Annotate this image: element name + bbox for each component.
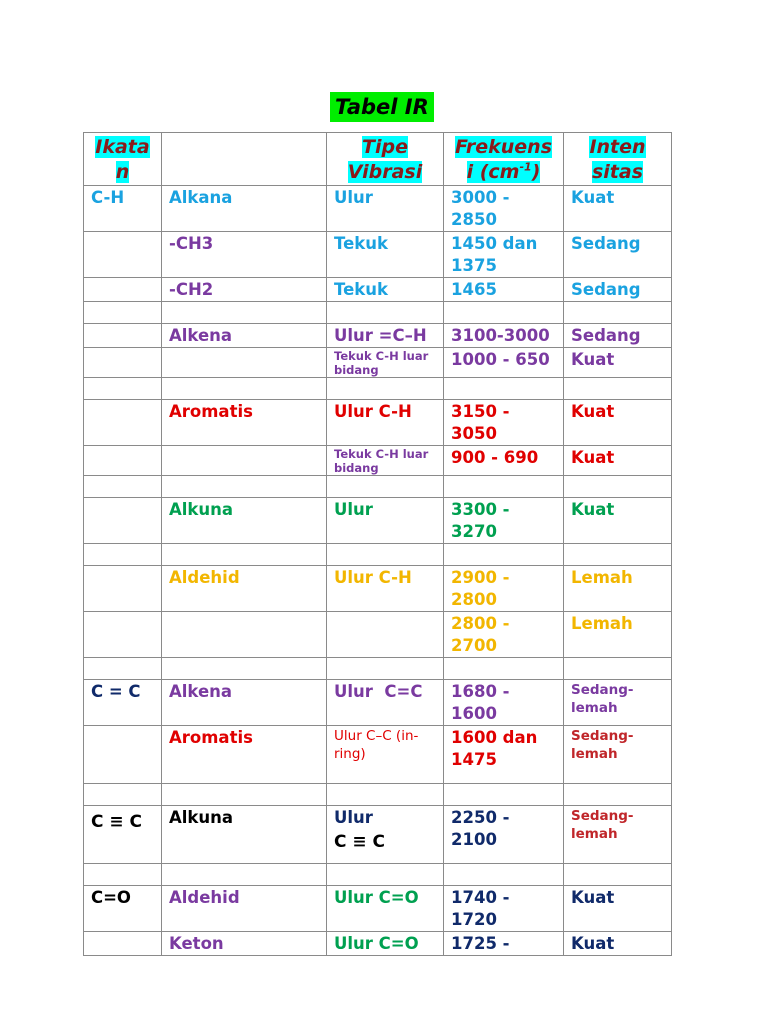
cell-ikatan — [84, 400, 162, 446]
cell-ikatan — [84, 232, 162, 278]
table-row — [84, 186, 672, 232]
cell-gugus: Aldehid — [162, 886, 327, 932]
table-row-empty — [84, 864, 672, 886]
cell-intensitas: Kuat — [564, 446, 672, 476]
cell-gugus: Aldehid — [162, 566, 327, 612]
cell-frekuensi: 3300 - 3270 — [444, 498, 564, 544]
cell-intensitas: Lemah — [564, 566, 672, 612]
cell-frekuensi: 900 - 690 — [444, 446, 564, 476]
cell-gugus: Keton — [162, 932, 327, 956]
cell-gugus: -CH3 — [162, 232, 327, 278]
cell-ikatan — [84, 324, 162, 348]
cell-tipe: Tekuk — [327, 232, 444, 278]
header-intensitas: Inten sitas — [564, 133, 672, 186]
cell-gugus — [162, 446, 327, 476]
cell-intensitas: Kuat — [564, 498, 672, 544]
cell-frekuensi: 1680 - 1600 — [444, 680, 564, 726]
cell-tipe: Ulur — [327, 498, 444, 544]
table-row-empty — [84, 476, 672, 498]
cell-intensitas: Sedang-lemah — [564, 726, 672, 784]
table-row-empty — [84, 378, 672, 400]
cell-gugus: Alkuna — [162, 806, 327, 864]
header-frekuensi: Frekuens i $(cm^{-1})$ — [444, 133, 564, 186]
cell-ikatan — [84, 726, 162, 784]
cell-frekuensi: 1600 dan 1475 — [444, 726, 564, 784]
cell-intensitas: Sedang — [564, 278, 672, 302]
triple-bond-label: C ≡ C — [91, 812, 143, 832]
cell-tipe: Tekuk C-H luar bidang — [327, 348, 444, 378]
cell-gugus: Alkana — [162, 186, 327, 232]
cell-gugus: Alkena — [162, 680, 327, 726]
cell-tipe: Ulur C=C — [327, 680, 444, 726]
cell-ikatan — [84, 612, 162, 658]
cell-gugus — [162, 612, 327, 658]
table-row — [84, 726, 672, 784]
cell-tipe: Ulur C ≡ C — [327, 806, 444, 864]
cell-tipe: Ulur C-H — [327, 566, 444, 612]
cell-tipe: Ulur C–C (in-ring) — [327, 726, 444, 784]
cell-ikatan: C = C — [84, 680, 162, 726]
header-ikatan: Ikata n — [84, 133, 162, 186]
cell-frekuensi: 2900 - 2800 — [444, 566, 564, 612]
table-row — [84, 324, 672, 348]
table-row — [84, 400, 672, 446]
ir-table — [83, 132, 672, 956]
cell-gugus: Alkuna — [162, 498, 327, 544]
cell-frekuensi: 3000 - 2850 — [444, 186, 564, 232]
cell-intensitas: Sedang — [564, 232, 672, 278]
table-row — [84, 806, 672, 864]
cell-gugus — [162, 348, 327, 378]
cell-frekuensi: 1740 - 1720 — [444, 886, 564, 932]
cell-intensitas: Kuat — [564, 886, 672, 932]
page-title: Tabel IR — [330, 92, 434, 122]
cell-ikatan — [84, 566, 162, 612]
cell-ikatan — [84, 806, 162, 864]
cell-ikatan — [84, 348, 162, 378]
cell-gugus: Aromatis — [162, 400, 327, 446]
table-row — [84, 232, 672, 278]
cell-tipe: Ulur C=O — [327, 886, 444, 932]
table-row — [84, 566, 672, 612]
table-row — [84, 886, 672, 932]
table-row — [84, 932, 672, 956]
table-row — [84, 612, 672, 658]
table-row — [84, 446, 672, 476]
table-row — [84, 348, 672, 378]
cell-intensitas: Sedang-lemah — [564, 806, 672, 864]
header-tipe: Tipe Vibrasi — [327, 133, 444, 186]
cell-intensitas: Kuat — [564, 932, 672, 956]
cell-frekuensi: 1465 — [444, 278, 564, 302]
cell-ikatan: C=O — [84, 886, 162, 932]
cell-gugus: -CH2 — [162, 278, 327, 302]
cell-tipe: Tekuk — [327, 278, 444, 302]
cell-gugus: Aromatis — [162, 726, 327, 784]
cell-tipe: Ulur — [327, 186, 444, 232]
cell-tipe: Ulur C-H — [327, 400, 444, 446]
cell-ikatan — [84, 278, 162, 302]
cell-frekuensi: 3100-3000 — [444, 324, 564, 348]
table-row — [84, 498, 672, 544]
cell-intensitas: Kuat — [564, 348, 672, 378]
cell-intensitas: Kuat — [564, 186, 672, 232]
table-row-empty — [84, 302, 672, 324]
cell-ikatan — [84, 446, 162, 476]
table-row — [84, 680, 672, 726]
table-row-empty — [84, 784, 672, 806]
cell-frekuensi: 2250 - 2100 — [444, 806, 564, 864]
cell-frekuensi: 1000 - 650 — [444, 348, 564, 378]
table-row — [84, 278, 672, 302]
cell-tipe: Ulur =C–H — [327, 324, 444, 348]
cell-ikatan: C-H — [84, 186, 162, 232]
cell-intensitas: Kuat — [564, 400, 672, 446]
cell-intensitas: Sedang — [564, 324, 672, 348]
cell-ikatan — [84, 932, 162, 956]
header-gugus — [162, 133, 327, 186]
cell-frekuensi: 2800 - 2700 — [444, 612, 564, 658]
cell-frekuensi: 1725 - — [444, 932, 564, 956]
cell-intensitas: Lemah — [564, 612, 672, 658]
table-row-empty — [84, 658, 672, 680]
triple-bond-label: C ≡ C — [334, 832, 386, 852]
cell-frekuensi: 1450 dan 1375 — [444, 232, 564, 278]
cell-intensitas: Sedang-lemah — [564, 680, 672, 726]
cell-ikatan — [84, 498, 162, 544]
cell-tipe: Ulur C=O — [327, 932, 444, 956]
cell-frekuensi: 3150 - 3050 — [444, 400, 564, 446]
cell-gugus: Alkena — [162, 324, 327, 348]
table-row-empty — [84, 544, 672, 566]
cell-tipe: Tekuk C-H luar bidang — [327, 446, 444, 476]
table-header-row — [84, 133, 672, 186]
cell-tipe — [327, 612, 444, 658]
